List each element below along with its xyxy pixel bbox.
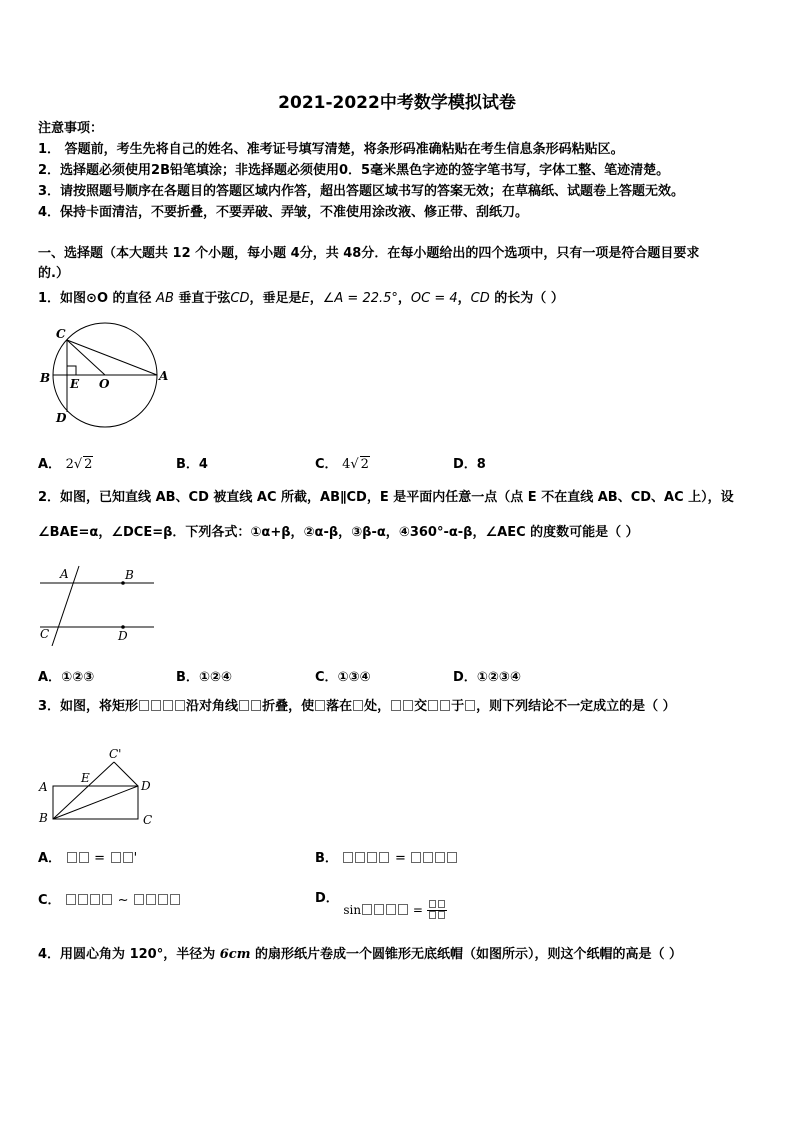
q1-option-a[interactable]: A． 2√ 2 — [38, 457, 93, 472]
label-c-prime: C' — [109, 747, 122, 761]
section-heading: 一、选择题（本大题共 12 个小题，每小题 4分，共 48分．在每小题给出的四个选项中，只有一项是符合题目要求 — [38, 246, 700, 261]
q3-option-b[interactable]: B． = — [315, 847, 458, 866]
q2-option-b[interactable]: B．①②④ — [176, 670, 232, 685]
question-4-stem: 4．用圆心角为 120°，半径为 6cm 的扇形纸片卷成一个圆锥形无底纸帽（如图所示），则这个纸帽的高是（ ） — [38, 947, 683, 962]
label-e: E — [70, 377, 80, 391]
q2-option-c[interactable]: C．①③④ — [315, 670, 371, 685]
q1-option-b[interactable]: B．4 — [176, 457, 208, 472]
question-3-figure — [36, 742, 166, 828]
q3-option-d[interactable]: D． sin = — [315, 887, 447, 909]
label-o: O — [99, 377, 110, 391]
q3-option-c[interactable]: C． ~ — [38, 889, 181, 908]
label-c: C — [56, 327, 66, 341]
q1-option-d[interactable]: D．8 — [453, 457, 486, 472]
question-2-line-1: 2．如图，已知直线 AB、CD 被直线 AC 所截，AB∥CD，E 是平面内任意一点（点 E 不在直线 AB、CD、AC 上），设 — [38, 490, 734, 505]
section-heading-cont: 的.） — [38, 266, 69, 281]
notes-heading: 注意事项： — [38, 121, 104, 136]
note-item-2: 2．选择题必须使用2B铅笔填涂；非选择题必须使用0．5毫米黑色字迹的签字笔书写，字体工整、笔迹清楚。 — [38, 163, 670, 178]
note-item-3: 3．请按照题号顺序在各题目的答题区域内作答，超出答题区域书写的答案无效；在草稿纸、试题卷上答题无效。 — [38, 184, 685, 199]
label-e: E — [81, 771, 90, 785]
question-1-stem: 1．如图⊙O 的直径 AB 垂直于弦CD，垂足是E，∠A = 22.5°，OC = 4，CD 的长为（ ） — [38, 291, 564, 306]
q2-option-a[interactable]: A．①②③ — [38, 670, 95, 685]
question-2-line-2: ∠BAE=α，∠DCE=β．下列各式：①α+β，②α-β，③β-α，④360°-α-β，∠AEC 的度数可能是（ ） — [38, 525, 639, 540]
label-a: A — [39, 780, 48, 794]
question-2-figure — [36, 560, 160, 646]
label-a: A — [60, 567, 69, 581]
question-3-stem: 3．如图，将矩形 沿对角线 折叠，使 落在 处， 交 于 ，则下列结论不一定成立的是（ ） — [38, 699, 676, 714]
label-d: D — [118, 629, 128, 643]
q3-option-a[interactable]: A． = ' — [38, 851, 138, 866]
exam-title: 2021-2022中考数学模拟试卷 — [278, 93, 516, 113]
label-b: B — [39, 811, 48, 825]
label-c: C — [143, 813, 153, 827]
note-item-1: 1． 答题前，考生先将自己的姓名、准考证号填写清楚，将条形码准确粘贴在考生信息条形码粘贴区。 — [38, 142, 624, 157]
question-1-figure — [36, 320, 172, 438]
label-b: B — [40, 371, 51, 385]
label-c: C — [40, 627, 50, 641]
label-b: B — [125, 568, 134, 582]
label-d: D — [141, 779, 151, 793]
label-a: A — [159, 369, 169, 383]
q2-option-d[interactable]: D．①②③④ — [453, 670, 521, 685]
q1-option-c[interactable]: C． 4√ 2 — [315, 457, 369, 472]
note-item-4: 4．保持卡面清洁，不要折叠，不要弄破、弄皱，不准使用涂改液、修正带、刮纸刀。 — [38, 205, 529, 220]
label-d: D — [56, 411, 67, 425]
